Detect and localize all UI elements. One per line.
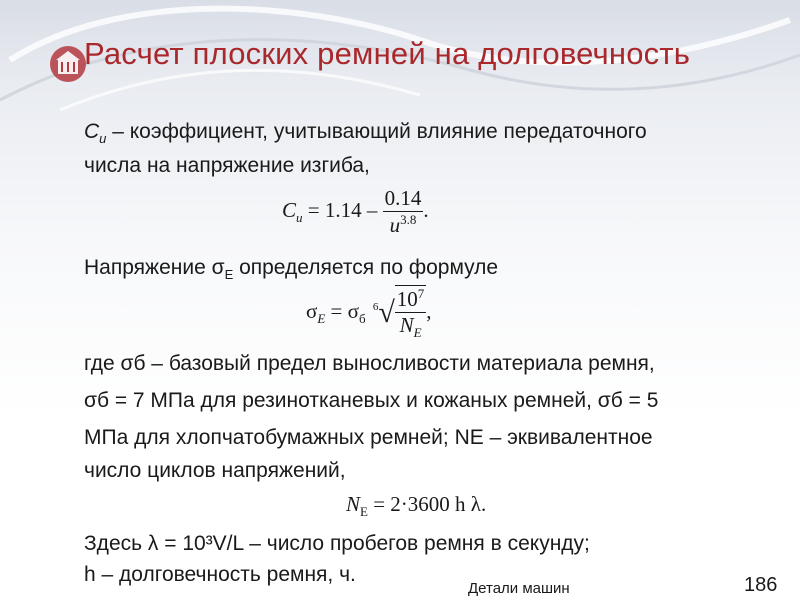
formula-sigma-den-sub: E (413, 325, 422, 341)
formula-ne (346, 492, 486, 520)
paragraph-sigma-rest: определяется по формуле (233, 256, 499, 279)
radical-sign-icon: √ (378, 296, 395, 330)
formula-sigma-tail: , (426, 298, 432, 323)
paragraph-cu-line1 (84, 118, 647, 153)
formula-sigma-fraction (395, 285, 427, 341)
cu-symbol-sub: u (99, 131, 107, 147)
paragraph-lambda-line1: Здесь λ = 10³V/L – число пробегов ремня в секунду; (84, 532, 590, 555)
paragraph-lambda-line2: h – долговечность ремня, ч. (84, 563, 356, 586)
formula-ne-lhs: N (346, 492, 361, 516)
formula-ne-lhs-sub: Е (360, 504, 368, 520)
formula-sigma-numerator: 10 (396, 287, 418, 311)
formula-sigma-eq-sub: б (358, 311, 366, 327)
paragraph-base-line2: σб = 7 МПа для резинотканевых и кожаных ремней, σб = 5 (84, 389, 659, 412)
paragraph-base-line4: число циклов напряжений, (84, 459, 346, 482)
formula-ne-rhs: = 2·3600 h λ. (367, 492, 487, 516)
formula-cu-denominator: u (389, 213, 401, 237)
formula-sigma-denominator: N (399, 313, 414, 337)
cu-symbol: C (84, 120, 100, 143)
formula-cu-numerator: 0.14 (384, 186, 422, 210)
paragraph-base-line3: МПа для хлопчатобумажных ремней; NЕ – эквивалентное (84, 426, 653, 449)
formula-cu-lhs-sub: u (296, 210, 303, 225)
formula-sigma-root-index: 6 (372, 300, 379, 313)
formula-cu-eq: = 1.14 – (302, 197, 383, 222)
formula-cu (282, 186, 429, 238)
university-logo-icon (48, 42, 88, 86)
formula-cu-tail: . (423, 197, 429, 222)
paragraph-sigma-text: Напряжение σ (84, 256, 225, 279)
formula-sigma-lhs-sub: E (317, 311, 326, 327)
formula-cu-lhs: C (282, 197, 297, 222)
slide-title: Расчет плоских ремней на долговечность (84, 36, 691, 71)
page-number: 186 (744, 574, 778, 596)
footer-course-label: Детали машин (468, 580, 570, 597)
paragraph-sigma-sub: E (224, 267, 234, 283)
formula-sigma-num-exp: 7 (417, 286, 425, 301)
paragraph-sigma-intro (84, 254, 498, 289)
formula-sigma-lhs: σ (306, 298, 318, 323)
paragraph-base-line1: где σб – базовый предел выносливости материала ремня, (84, 352, 655, 375)
formula-sigma-eq: = σ (325, 298, 359, 323)
cu-description: – коэффициент, учитывающий влияние передаточного (106, 120, 647, 143)
formula-sigma (306, 285, 432, 341)
paragraph-cu-line2: числа на напряжение изгиба, (84, 154, 370, 177)
formula-cu-exponent: 3.8 (400, 212, 417, 227)
formula-cu-fraction (383, 186, 424, 238)
